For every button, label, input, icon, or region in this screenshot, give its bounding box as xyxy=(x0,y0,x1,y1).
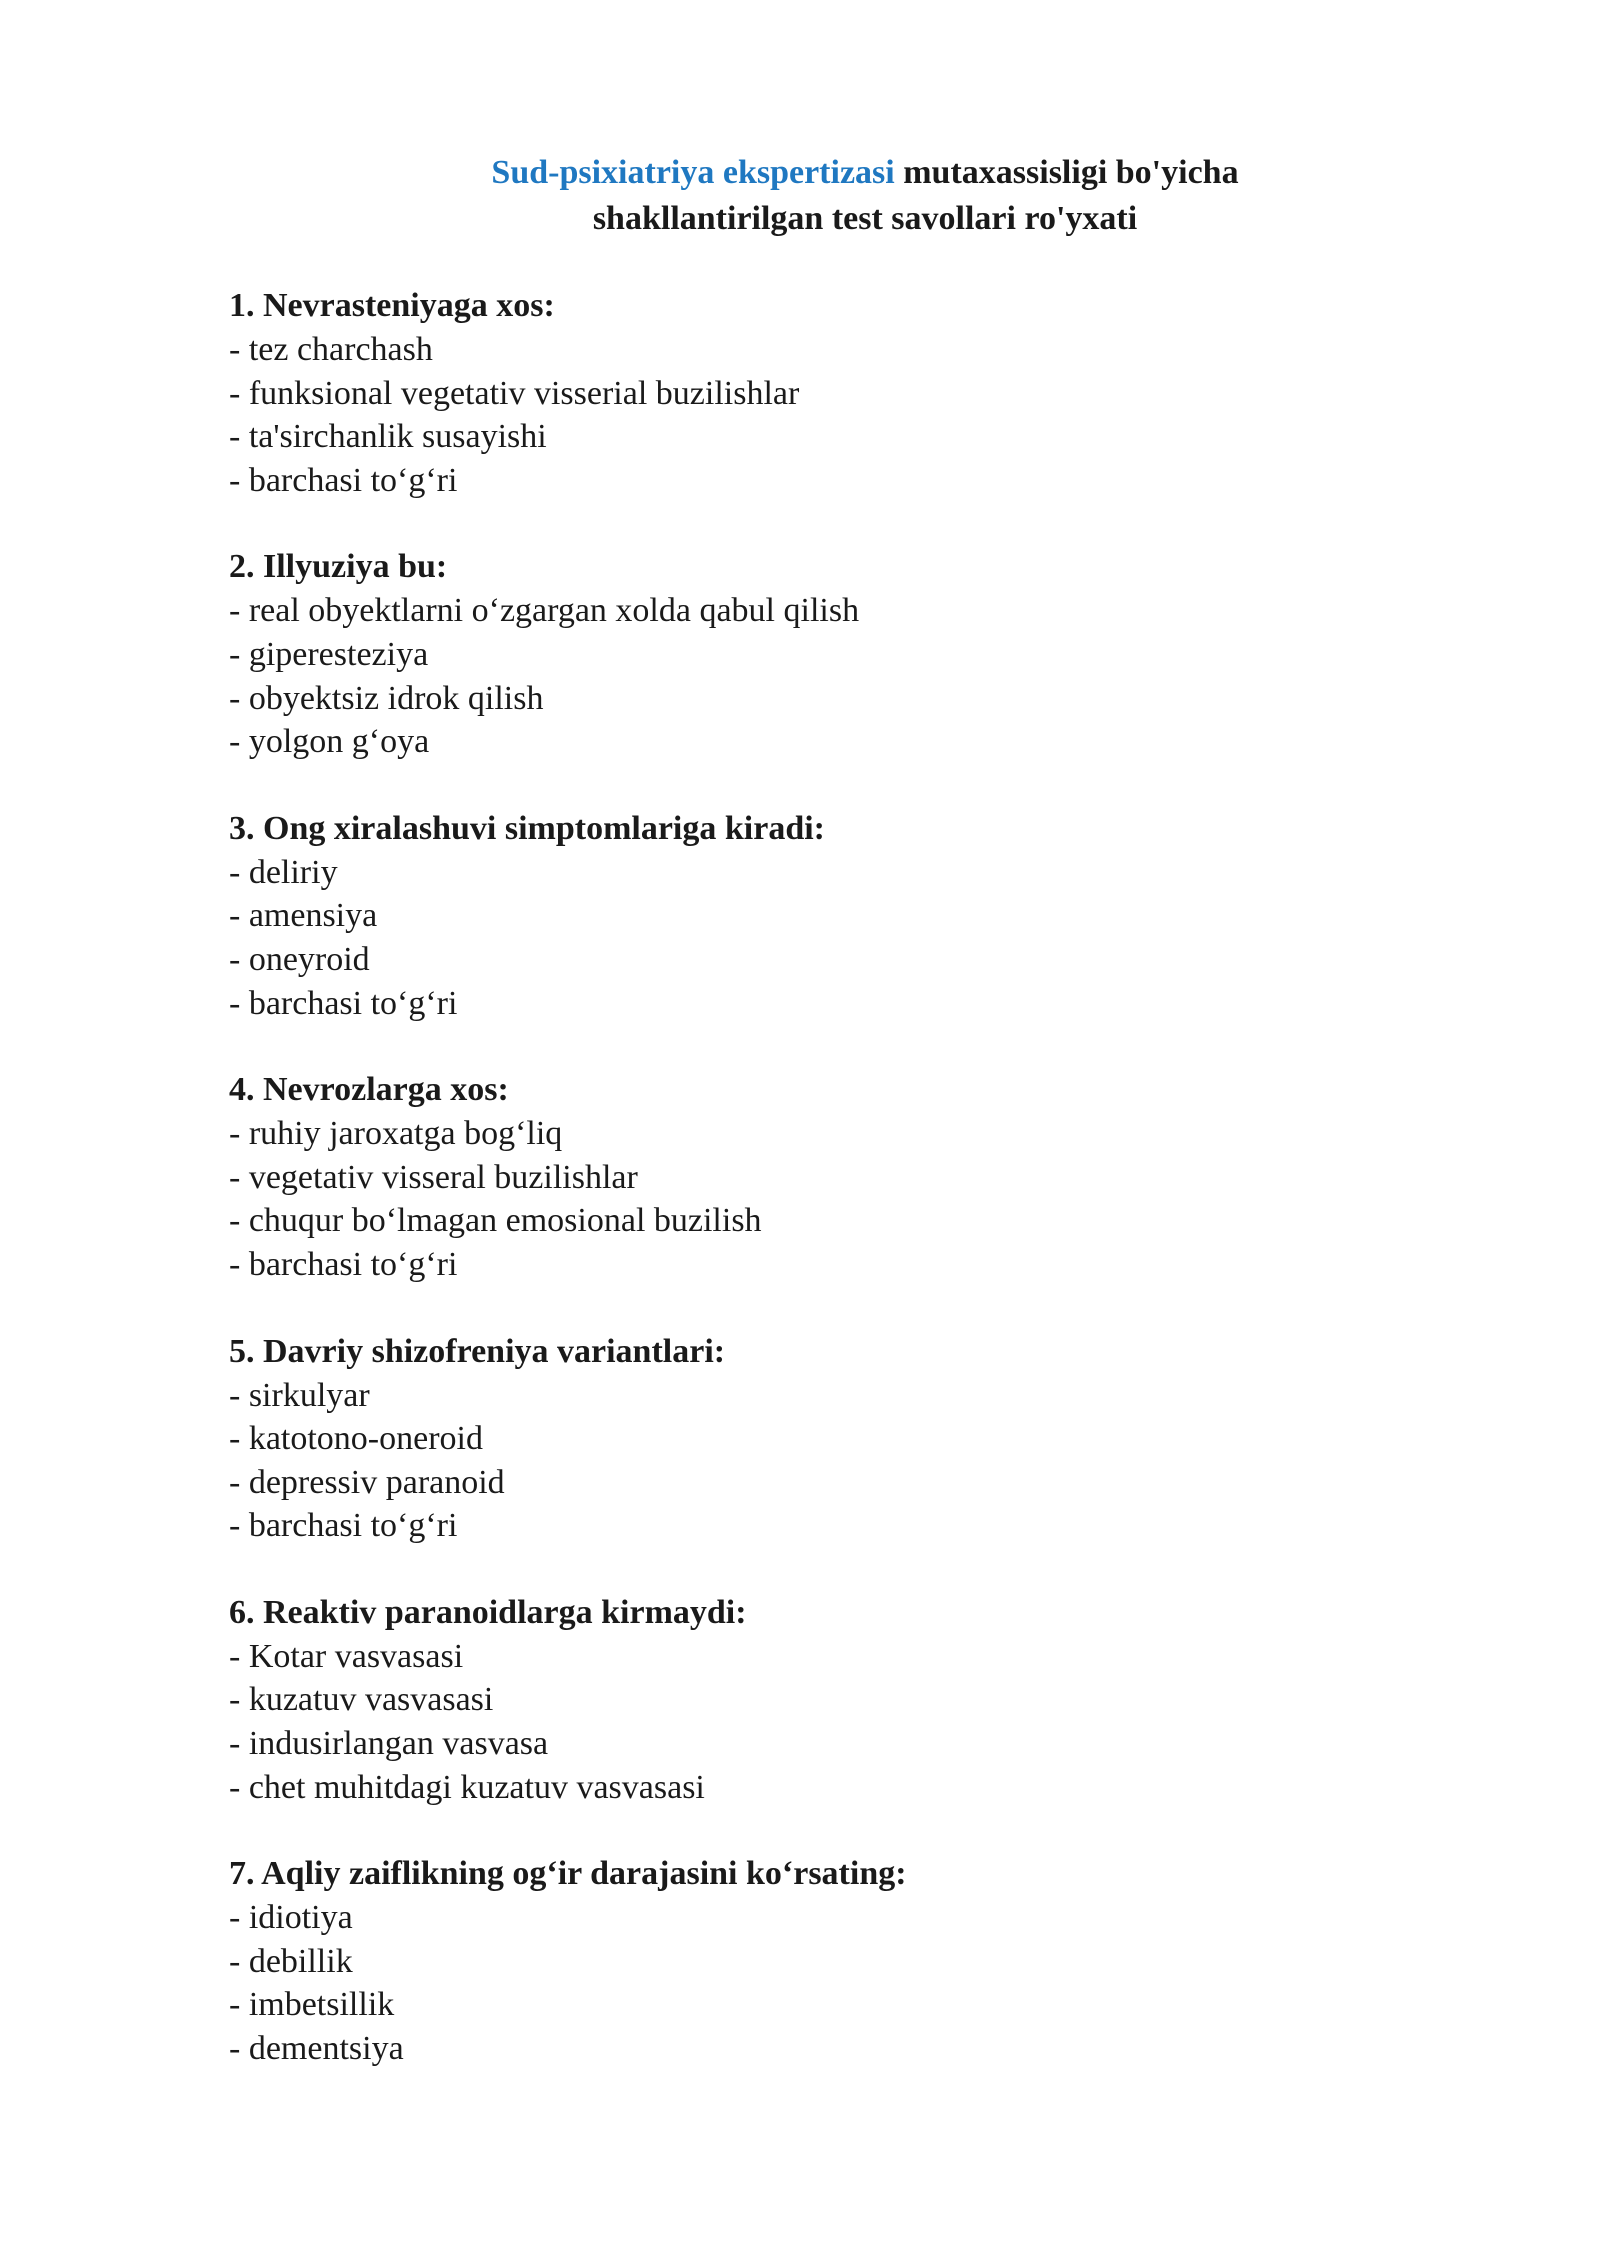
answer-option: - indusirlangan vasvasa xyxy=(229,1725,549,1763)
answer-option: - idiotiya xyxy=(229,1899,353,1937)
answer-option: - ta'sirchanlik susayishi xyxy=(229,418,547,456)
answer-option: - depressiv paranoid xyxy=(229,1463,505,1501)
title-line-1-rest: mutaxassisligi bo'yicha xyxy=(894,154,1239,191)
question-heading: 3. Ong xiralashuvi simptomlariga kiradi: xyxy=(229,809,825,847)
document-title xyxy=(0,150,1600,242)
answer-option: - ruhiy jaroxatga bog‘liq xyxy=(229,1115,563,1153)
title-accent: Sud-psixiatriya ekspertizasi xyxy=(491,154,895,191)
question-4 xyxy=(229,1068,1429,1286)
answer-option: - katotono-oneroid xyxy=(229,1420,483,1458)
question-heading: 4. Nevrozlarga xos: xyxy=(229,1071,509,1109)
question-heading: 1. Nevrasteniyaga xos: xyxy=(229,287,555,324)
question-list xyxy=(229,284,1429,2114)
answer-option: - debillik xyxy=(229,1942,353,1980)
title-line-2: shakllantirilgan test savollari ro'yxati xyxy=(592,200,1138,237)
answer-option: - obyektsiz idrok qilish xyxy=(229,679,544,717)
answer-option: - vegetativ visseral buzilishlar xyxy=(229,1158,638,1196)
answer-option: - oneyroid xyxy=(229,940,370,978)
question-7 xyxy=(229,1852,1429,2070)
question-heading: 6. Reaktiv paranoidlarga kirmaydi: xyxy=(229,1593,747,1631)
question-heading: 7. Aqliy zaiflikning og‘ir darajasini ko‘rsating: xyxy=(229,1855,907,1893)
answer-option: - dementsiya xyxy=(229,2030,404,2068)
question-6 xyxy=(229,1591,1429,1809)
question-heading: 5. Davriy shizofreniya variantlari: xyxy=(229,1332,726,1370)
question-2 xyxy=(229,545,1429,763)
answer-option: - kuzatuv vasvasasi xyxy=(229,1681,494,1719)
answer-option: - chuqur bo‘lmagan emosional buzilish xyxy=(229,1202,762,1240)
question-heading: 2. Illyuziya bu: xyxy=(229,548,448,586)
answer-option: - chet muhitdagi kuzatuv vasvasasi xyxy=(229,1768,705,1806)
answer-option: - barchasi to‘g‘ri xyxy=(229,1507,458,1545)
answer-option: - real obyektlarni o‘zgargan xolda qabul qilish xyxy=(229,592,860,630)
answer-option: - barchasi to‘g‘ri xyxy=(229,1245,458,1283)
title-line-1 xyxy=(0,150,1600,196)
answer-option: - deliriy xyxy=(229,853,338,891)
answer-option: - barchasi to‘g‘ri xyxy=(229,984,458,1022)
answer-option: - imbetsillik xyxy=(229,1986,395,2024)
answer-option: - amensiya xyxy=(229,897,378,935)
answer-option: - yolgon g‘oya xyxy=(229,723,430,761)
answer-option: - funksional vegetativ visserial buzilishlar xyxy=(229,374,800,412)
question-1 xyxy=(229,284,1429,502)
answer-option: - giperesteziya xyxy=(229,635,429,673)
question-3 xyxy=(229,807,1429,1025)
answer-option: - Kotar vasvasasi xyxy=(229,1637,464,1675)
answer-option: - sirkulyar xyxy=(229,1376,370,1414)
question-5 xyxy=(229,1330,1429,1548)
answer-option: - tez charchash xyxy=(229,331,433,368)
answer-option: - barchasi to‘g‘ri xyxy=(229,461,458,499)
